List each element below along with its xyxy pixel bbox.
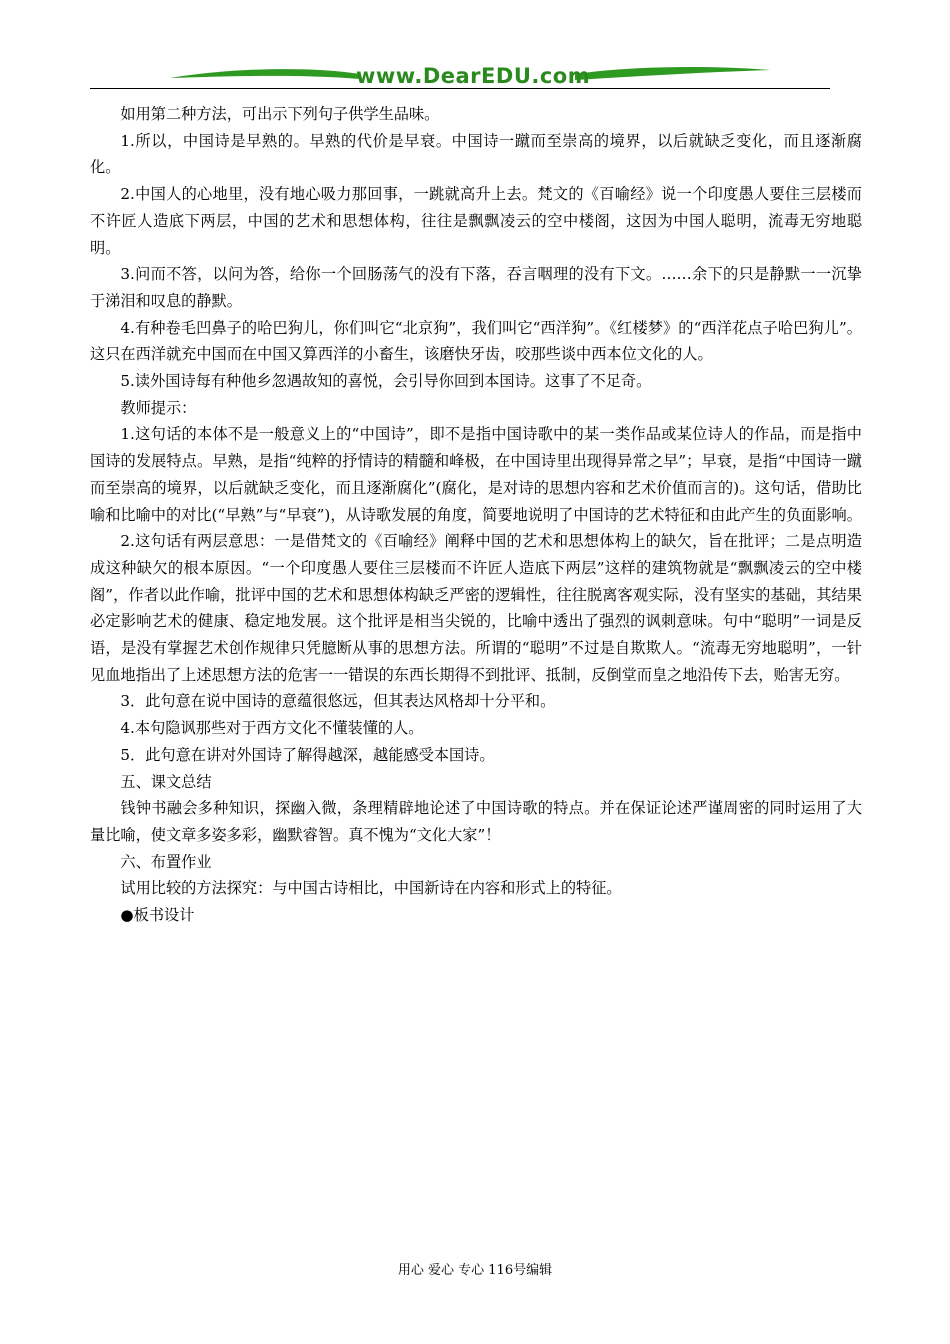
paragraph: 3.问而不答，以问为答，给你一个回肠荡气的没有下落，吞言咽理的没有下文。……余下的只是静默一一沉挚于涕泪和叹息的静默。 <box>90 265 862 310</box>
paragraph: 2.中国人的心地里，没有地心吸力那回事，一跳就高升上去。梵文的《百喻经》说一个印度愚人要住三层楼而不许匠人造底下两层，中国的艺术和思想体构，往往是飘飘凌云的空中楼阁，这因为中国人聪明，流毒无穷地聪明。 <box>90 185 862 257</box>
paragraph: 1.这句话的本体不是一般意义上的“中国诗”，即不是指中国诗歌中的某一类作品或某位诗人的作品，而是指中国诗的发展特点。早熟，是指“纯粹的抒情诗的精髓和峰极，在中国诗里出现得异常之早”；早衰，是指“中国诗一蹴而至崇高的境界，以后就缺乏变化，而且逐渐腐化”(腐化，是对诗的思想内容和艺术价值而言的)。这句话，借助比喻和比喻中的对比(“早熟”与“早衰”)，从诗歌发展的角度，简要地说明了中国诗的艺术特征和由此产生的负面影响。 <box>90 425 862 524</box>
paragraph: 4.本句隐讽那些对于西方文化不懂装懂的人。 <box>120 719 424 738</box>
section-heading: ●板书设计 <box>120 906 195 925</box>
paragraph: 钱钟书融会多种知识，探幽入微，条理精辟地论述了中国诗歌的特点。并在保证论述严谨周密的同时运用了大量比喻，使文章多姿多彩，幽默睿智。真不愧为“文化大家”！ <box>90 799 862 844</box>
page-footer: 用心 爱心 专心 116号编辑 <box>397 1263 553 1278</box>
paragraph: 1.所以，中国诗是早熟的。早熟的代价是早衰。中国诗一蹴而至崇高的境界，以后就缺乏变化，而且逐渐腐化。 <box>90 131 862 177</box>
paragraph: 5.读外国诗每有种他乡忽遇故知的喜悦，会引导你回到本国诗。这事了不足奇。 <box>120 372 652 391</box>
paragraph: 如用第二种方法，可出示下列句子供学生品味。 <box>120 105 440 123</box>
header-rule <box>90 88 830 89</box>
body-text <box>90 101 862 929</box>
section-heading: 六、布置作业 <box>120 852 212 871</box>
paragraph: 4.有种卷毛凹鼻子的哈巴狗儿，你们叫它“北京狗”，我们叫它“西洋狗”。《红楼梦》的“西洋花点子哈巴狗儿”。这只在西洋就充中国而在中国又算西洋的小畜生，该磨快牙齿，咬那些谈中西本位文化的人。 <box>90 318 862 364</box>
paragraph: 5．此句意在讲对外国诗了解得越深，越能感受本国诗。 <box>120 745 495 764</box>
site-logo-text: www.DearEDU.com <box>356 64 591 88</box>
paragraph: 2.这句话有两层意思：一是借梵文的《百喻经》阐释中国的艺术和思想体构上的缺欠，旨在批评；二是点明造成这种缺欠的根本原因。“一个印度愚人要住三层楼而不许匠人造底下两层”这样的建筑物就是“飘飘凌云的空中楼阁”，作者以此作喻，批评中国的艺术和思想体构缺乏严密的逻辑性，往往脱离客观实际，没有坚实的基础，其结果必定影响艺术的健康、稳定地发展。这个批评是相当尖锐的，比喻中透出了强烈的讽刺意味。句中“聪明”一词是反语，是没有掌握艺术创作规律只凭臆断从事的思想方法。所谓的“聪明”不过是自欺欺人。“流毒无穷地聪明”，一针见血地指出了上述思想方法的危害一一错误的东西长期得不到批评、抵制，反倒堂而皇之地沿传下去，贻害无穷。 <box>90 532 862 684</box>
section-heading: 五、课文总结 <box>120 772 212 791</box>
page-header <box>90 60 830 92</box>
paragraph: 试用比较的方法探究：与中国古诗相比，中国新诗在内容和形式上的特征。 <box>120 879 622 898</box>
paragraph: 教师提示： <box>120 398 197 417</box>
paragraph: 3．此句意在说中国诗的意蕴很悠远，但其表达风格却十分平和。 <box>120 692 556 711</box>
